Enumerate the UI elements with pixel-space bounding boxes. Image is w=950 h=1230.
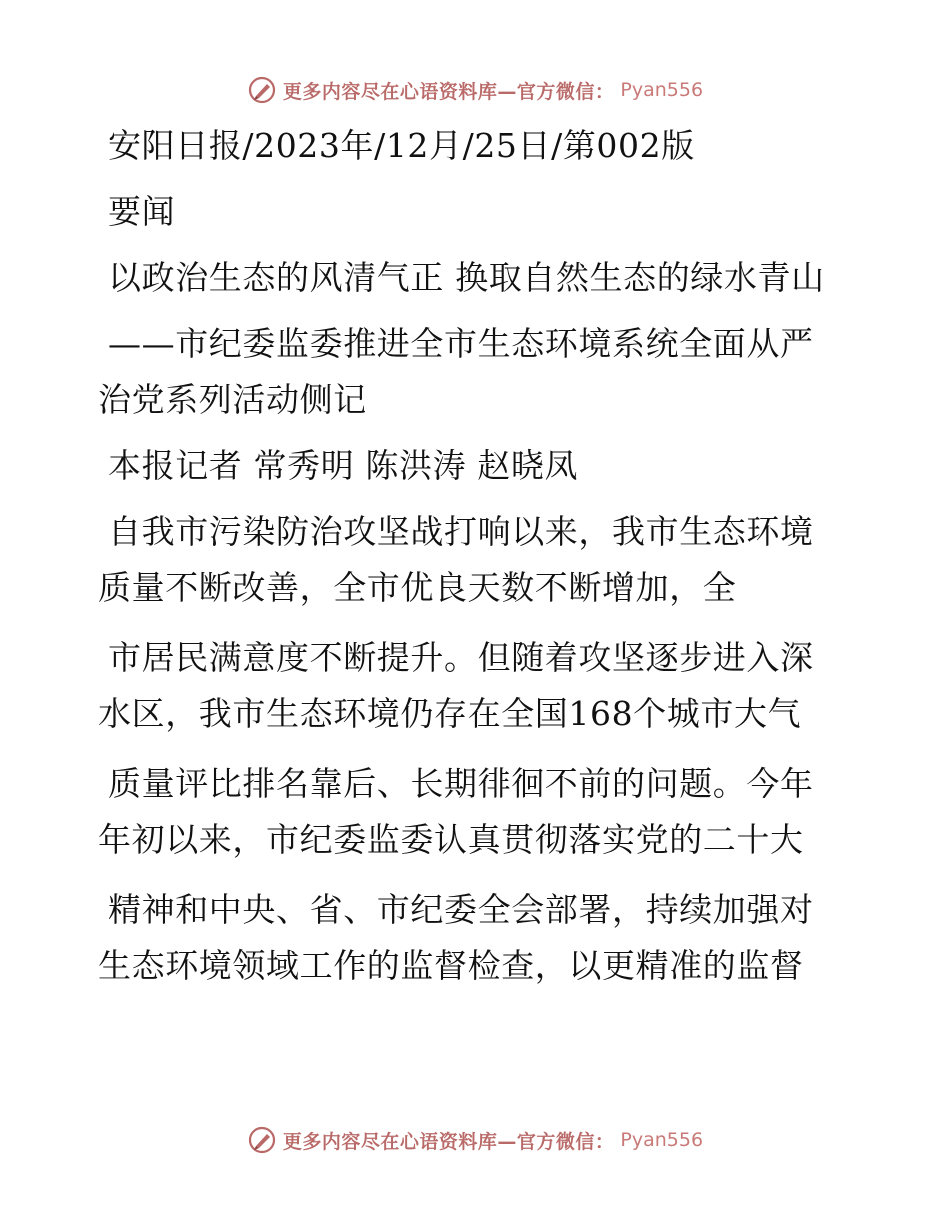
body-line: 水区，我市生态环境仍存在全国168个城市大气: [98, 694, 802, 733]
article-byline: 本报记者 常秀明 陈洪涛 赵晓凤: [108, 446, 579, 485]
body-line: 市居民满意度不断提升。但随着攻坚逐步进入深: [108, 638, 814, 677]
body-line: 自我市污染防治攻坚战打响以来，我市生态环境: [108, 512, 814, 551]
article-subheadline-line: 治党系列活动侧记: [98, 380, 367, 419]
article-subheadline-line: ——市纪委监委推进全市生态环境系统全面从严: [108, 324, 814, 363]
article-section: 要闻: [108, 192, 176, 231]
body-line: 精神和中央、省、市纪委全会部署，持续加强对: [108, 890, 814, 929]
watermark-handle: Pyan556: [620, 79, 704, 101]
watermark-handle: Pyan556: [620, 1129, 704, 1151]
watermark-banner-bottom: [0, 1120, 950, 1160]
pen-logo-icon: [247, 75, 277, 105]
article-headline: 以政治生态的风清气正 换取自然生态的绿水青山: [108, 258, 825, 297]
pen-logo-icon: [247, 1125, 277, 1155]
article: [98, 118, 838, 994]
watermark-text: 更多内容尽在心语资料库—官方微信：: [282, 1130, 615, 1153]
watermark-banner-top: [0, 70, 950, 110]
body-line: 生态环境领域工作的监督检查，以更精准的监督: [98, 946, 804, 985]
watermark-text: 更多内容尽在心语资料库—官方微信：: [282, 80, 615, 103]
body-line: 年初以来，市纪委监委认真贯彻落实党的二十大: [98, 820, 804, 859]
body-line: 质量不断改善，全市优良天数不断增加，全: [98, 568, 737, 607]
article-source: 安阳日报/2023年/12月/25日/第002版: [108, 126, 695, 165]
body-line: 质量评比排名靠后、长期徘徊不前的问题。今年: [108, 764, 814, 803]
